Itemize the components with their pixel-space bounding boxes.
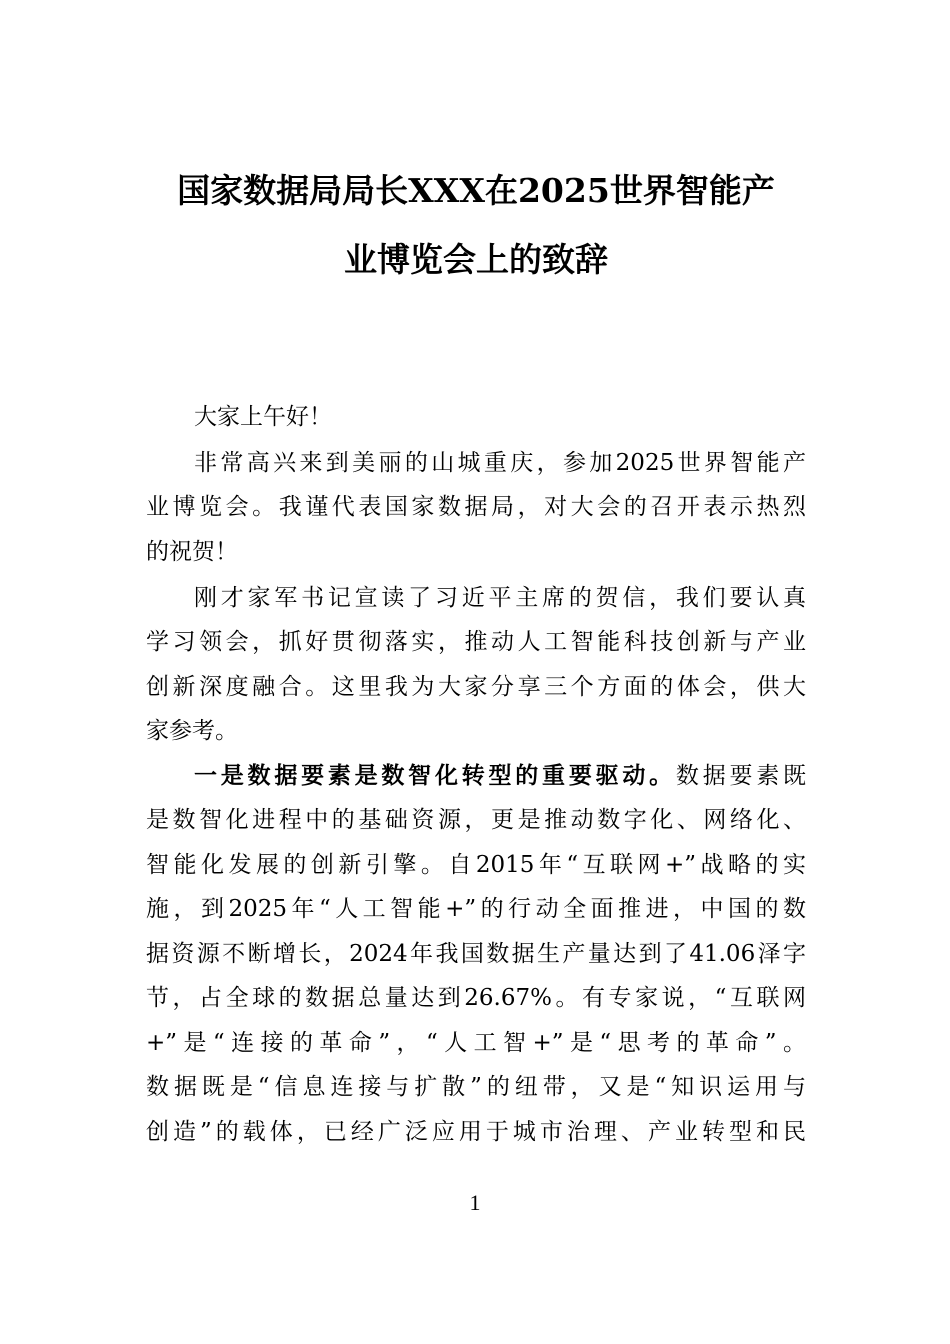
paragraph3-line1-rest: 数据要素既	[675, 763, 807, 789]
paragraph3-line2: 是数智化进程中的基础资源，更是推动数字化、网络化、	[146, 807, 806, 833]
paragraph3-line3: 智能化发展的创新引擎。自2015年“互联网+”战略的实	[146, 852, 806, 878]
paragraph1-line2: 业博览会。我谨代表国家数据局，对大会的召开表示热烈	[146, 494, 806, 520]
paragraph3-line7: +”是“连接的革命”，“人工智+”是“思考的革命”。	[146, 1030, 806, 1056]
title-line-2: 业博览会上的致辞	[344, 240, 608, 279]
paragraph2-line1: 刚才家军书记宣读了习近平主席的贺信，我们要认真	[194, 585, 806, 611]
greeting: 大家上午好！	[194, 404, 332, 430]
paragraph1-line3: 的祝贺！	[146, 539, 238, 565]
paragraph2-line3: 创新深度融合。这里我为大家分享三个方面的体会，供大	[146, 674, 806, 700]
page-number: 1	[469, 1190, 481, 1215]
paragraph3-line9: 创造”的载体，已经广泛应用于城市治理、产业转型和民	[146, 1119, 806, 1145]
paragraph1-line1: 非常高兴来到美丽的山城重庆，参加2025世界智能产	[194, 450, 806, 476]
paragraph3-line4: 施，到2025年“人工智能+”的行动全面推进，中国的数	[146, 896, 806, 922]
title-line-1: 国家数据局局长XXX在2025世界智能产	[177, 171, 775, 210]
paragraph3-line5: 据资源不断增长，2024年我国数据生产量达到了41.06泽字	[146, 941, 806, 967]
paragraph2-line4: 家参考。	[146, 718, 238, 744]
paragraph3-heading: 一是数据要素是数智化转型的重要驱动。	[194, 762, 676, 789]
paragraph3-line1	[194, 761, 806, 791]
paragraph3-line8: 数据既是“信息连接与扩散”的纽带，又是“知识运用与	[146, 1074, 806, 1100]
paragraph3-line6: 节，占全球的数据总量达到26.67%。有专家说，“互联网	[146, 985, 806, 1011]
paragraph2-line2: 学习领会，抓好贯彻落实，推动人工智能科技创新与产业	[146, 629, 806, 655]
